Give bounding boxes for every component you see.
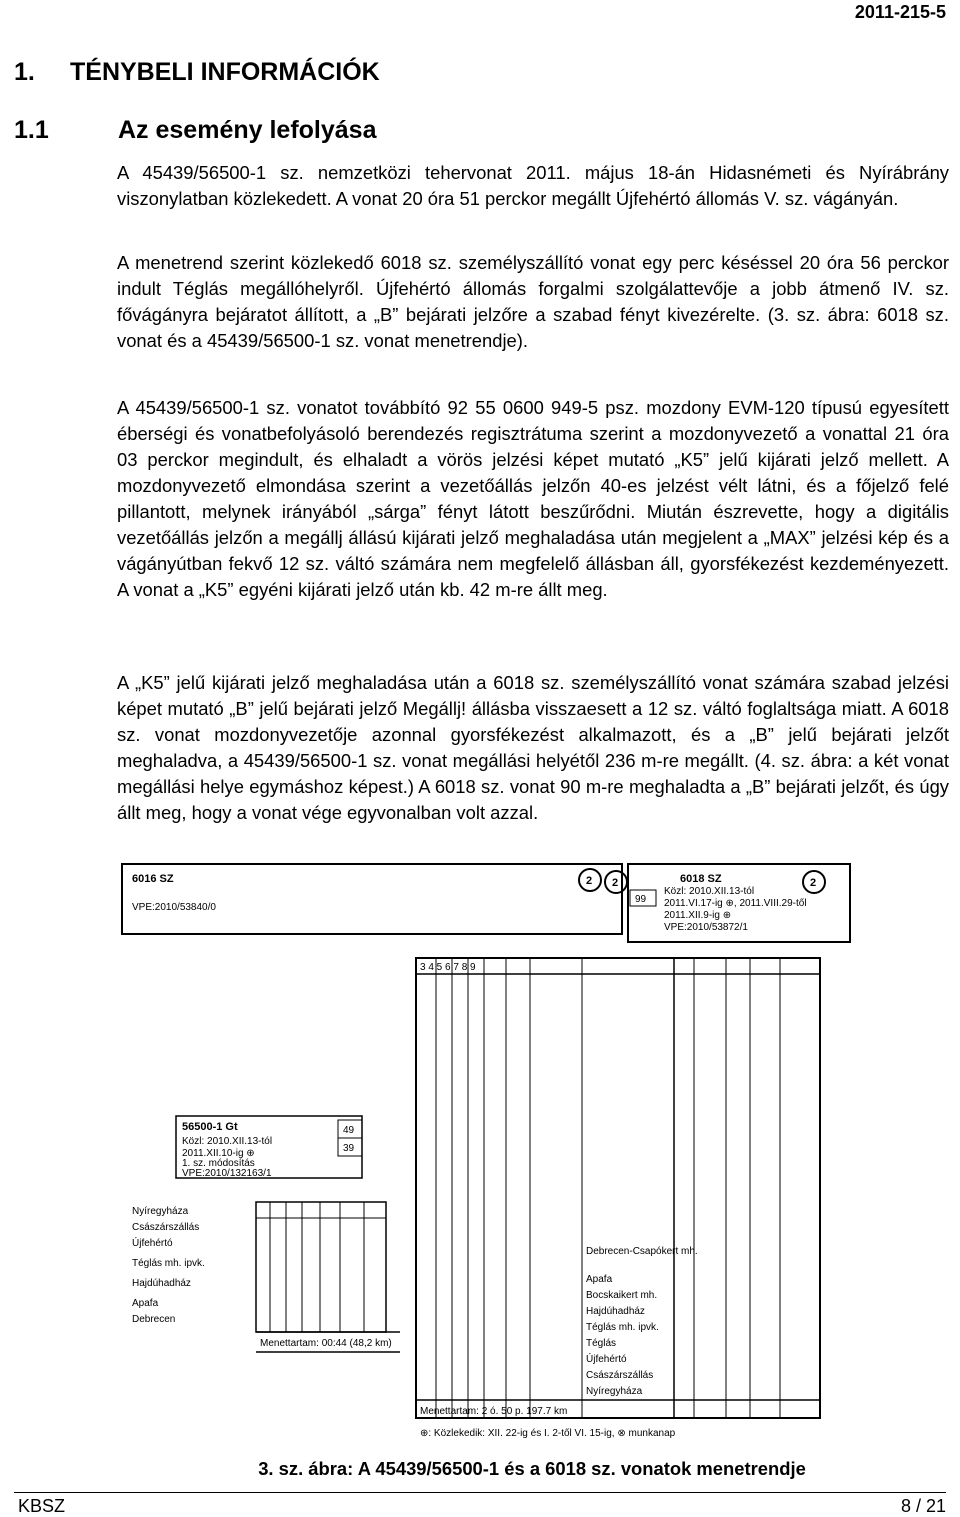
paragraph: A „K5” jelű kijárati jelző meghaladása után a 6018 sz. személyszállító vonat számára szabad jelzési képet mutató „B” jelű bejárati jelző Megállj! állásba visszaesett a 12 sz. váltó foglaltsága miatt. A 6018 sz. vonat mozdonyvezetője azonnal gyorsfékezést alkalmazott, és a „B” jelű bejárati jelzőt meghaladva, a 45439/56500-1 sz. vonat megállási helyétől 236 m-re megállt. (4. sz. ábra: a két vonat megállási helye egymáshoz képest.) A 6018 sz. vonat 90 m-re meghaladta a „B” bejárati jelzőt, és úgy állt meg, hogy a vonat vége egyvonalban volt azzal. bbox=[117, 672, 949, 823]
paragraph-3-block bbox=[117, 395, 949, 603]
train-number: 6016 SZ bbox=[132, 873, 174, 885]
timetable-figure bbox=[120, 862, 852, 1450]
meta-line: 2011.XII.10-ig ⊕ bbox=[182, 1148, 255, 1159]
circle-label: 2 bbox=[612, 877, 619, 889]
paragraph: A menetrend szerint közlekedő 6018 sz. személyszállító vonat egy perc késéssel 20 óra 56 perckor indult Téglás megállóhelyről. Újfehértó állomás forgalmi szolgálattevője a jobb átmenő IV. sz. fővágányra bejáratot állított, a „B” bejárati jelzőre a szabad fényt kivezérelte. (3. sz. ábra: 6018 sz. vonat és a 45439/56500-1 sz. vonat menetrendje). bbox=[117, 252, 949, 351]
subsection-title: Az esemény lefolyása bbox=[118, 116, 377, 144]
document-id: 2011-215-5 bbox=[854, 2, 946, 22]
meta-line: VPE:2010/53872/1 bbox=[664, 922, 748, 933]
circle-label: 2 bbox=[586, 875, 593, 887]
circle-label: 2 bbox=[810, 877, 817, 889]
meta-line: Közl: 2010.XII.13-tól bbox=[182, 1136, 273, 1147]
paragraph: A 45439/56500-1 sz. nemzetközi tehervonat 2011. május 18-án Hidasnémeti és Nyírábrány viszonylatban közlekedett. A vonat 20 óra 51 perckor megállt Újfehértó állomás V. sz. vágányán. bbox=[117, 162, 949, 209]
box-number: 99 bbox=[635, 894, 647, 905]
timetable-scan bbox=[120, 862, 852, 1450]
column-header: 3 4 5 6 7 8 9 bbox=[420, 962, 476, 973]
duration-text: Menettartam: 2 ó. 50 p. 197.7 km bbox=[420, 1406, 568, 1417]
meta-line: Közl: 2010.XII.13-tól bbox=[664, 886, 755, 897]
station-name: Apafa bbox=[586, 1274, 613, 1285]
footnote: ⊕: Közlekedik: XII. 22-ig és I. 2-től VI. 15-ig, ⊗ munkanap bbox=[420, 1428, 676, 1439]
box-value: 49 bbox=[343, 1125, 355, 1136]
duration-text: Menettartam: 00:44 (48,2 km) bbox=[260, 1338, 392, 1349]
station-name: Hajdúhadház bbox=[586, 1306, 645, 1317]
station-name: Apafa bbox=[132, 1298, 159, 1309]
footer-divider bbox=[14, 1492, 946, 1493]
station-name: Császárszállás bbox=[132, 1222, 200, 1233]
station-name: Debrecen-Csapókert mh. bbox=[586, 1246, 698, 1257]
section-heading bbox=[14, 58, 380, 87]
section-number: 1. bbox=[14, 58, 35, 86]
meta-line: 2011.VI.17-ig ⊕, 2011.VIII.29-től bbox=[664, 898, 807, 909]
station-name: Újfehértó bbox=[132, 1238, 173, 1249]
station-name: Újfehértó bbox=[586, 1354, 627, 1365]
station-name: Téglás mh. ipvk. bbox=[132, 1258, 205, 1269]
station-name: Császárszállás bbox=[586, 1370, 654, 1381]
box-value: 39 bbox=[343, 1143, 355, 1154]
station-name: Hajdúhadház bbox=[132, 1278, 191, 1289]
page-number: 8 / 21 bbox=[900, 1496, 946, 1516]
vpe-number: VPE:2010/53840/0 bbox=[132, 902, 216, 913]
section-title: TÉNYBELI INFORMÁCIÓK bbox=[70, 58, 380, 86]
station-name: Téglás bbox=[586, 1338, 617, 1349]
train-number: 56500-1 Gt bbox=[182, 1121, 238, 1133]
train-number: 6018 SZ bbox=[680, 873, 722, 885]
footer-org: KBSZ bbox=[18, 1496, 66, 1516]
paragraph: A 45439/56500-1 sz. vonatot továbbító 92 55 0600 949-5 psz. mozdony EVM-120 típusú egyesített éberségi és vonatbefolyásoló berendezés regisztrátuma szerint a mozdonyvezető a vonattal 21 óra 03 perckor megindult, és elhaladt a vörös jelzési képet mutató „K5” jelű kijárati jelző mellett. A mozdonyvezető elmondása szerint a vezetőállás jelzőn 40-es jelzést vélt látni, és a főjelző felé pillantott, melynek irányából „sárga” fényt látott beszűrődni. Miután észrevette, hogy a digitális vezetőállás jelzőn a megállj állású kijárati jelző meghaladása után megjelent a „MAX” jelzési kép és a vágányútban fekvő 12 sz. váltó számára nem megfelelő állásban áll, gyorsfékezést kezdeményezett. A vonat a „K5” egyéni kijárati jelző után kb. 42 m-re állt meg. bbox=[117, 397, 949, 600]
station-name: Debrecen bbox=[132, 1314, 176, 1325]
meta-line: VPE:2010/132163/1 bbox=[182, 1168, 272, 1179]
paragraph-1-block bbox=[117, 160, 949, 212]
subsection-heading bbox=[14, 116, 376, 145]
station-name: Bocskaikert mh. bbox=[586, 1290, 658, 1301]
figure-caption: 3. sz. ábra: A 45439/56500-1 és a 6018 sz. vonatok menetrendje bbox=[258, 1458, 806, 1479]
subsection-number: 1.1 bbox=[14, 116, 49, 144]
paragraph-2-block bbox=[117, 250, 949, 354]
meta-line: 2011.XII.9-ig ⊕ bbox=[664, 910, 732, 921]
station-name: Téglás mh. ipvk. bbox=[586, 1322, 659, 1333]
station-name: Nyíregyháza bbox=[586, 1386, 643, 1397]
station-name: Nyíregyháza bbox=[132, 1206, 189, 1217]
paragraph-4-block bbox=[117, 670, 949, 826]
meta-line: 1. sz. módosítás bbox=[182, 1158, 255, 1169]
